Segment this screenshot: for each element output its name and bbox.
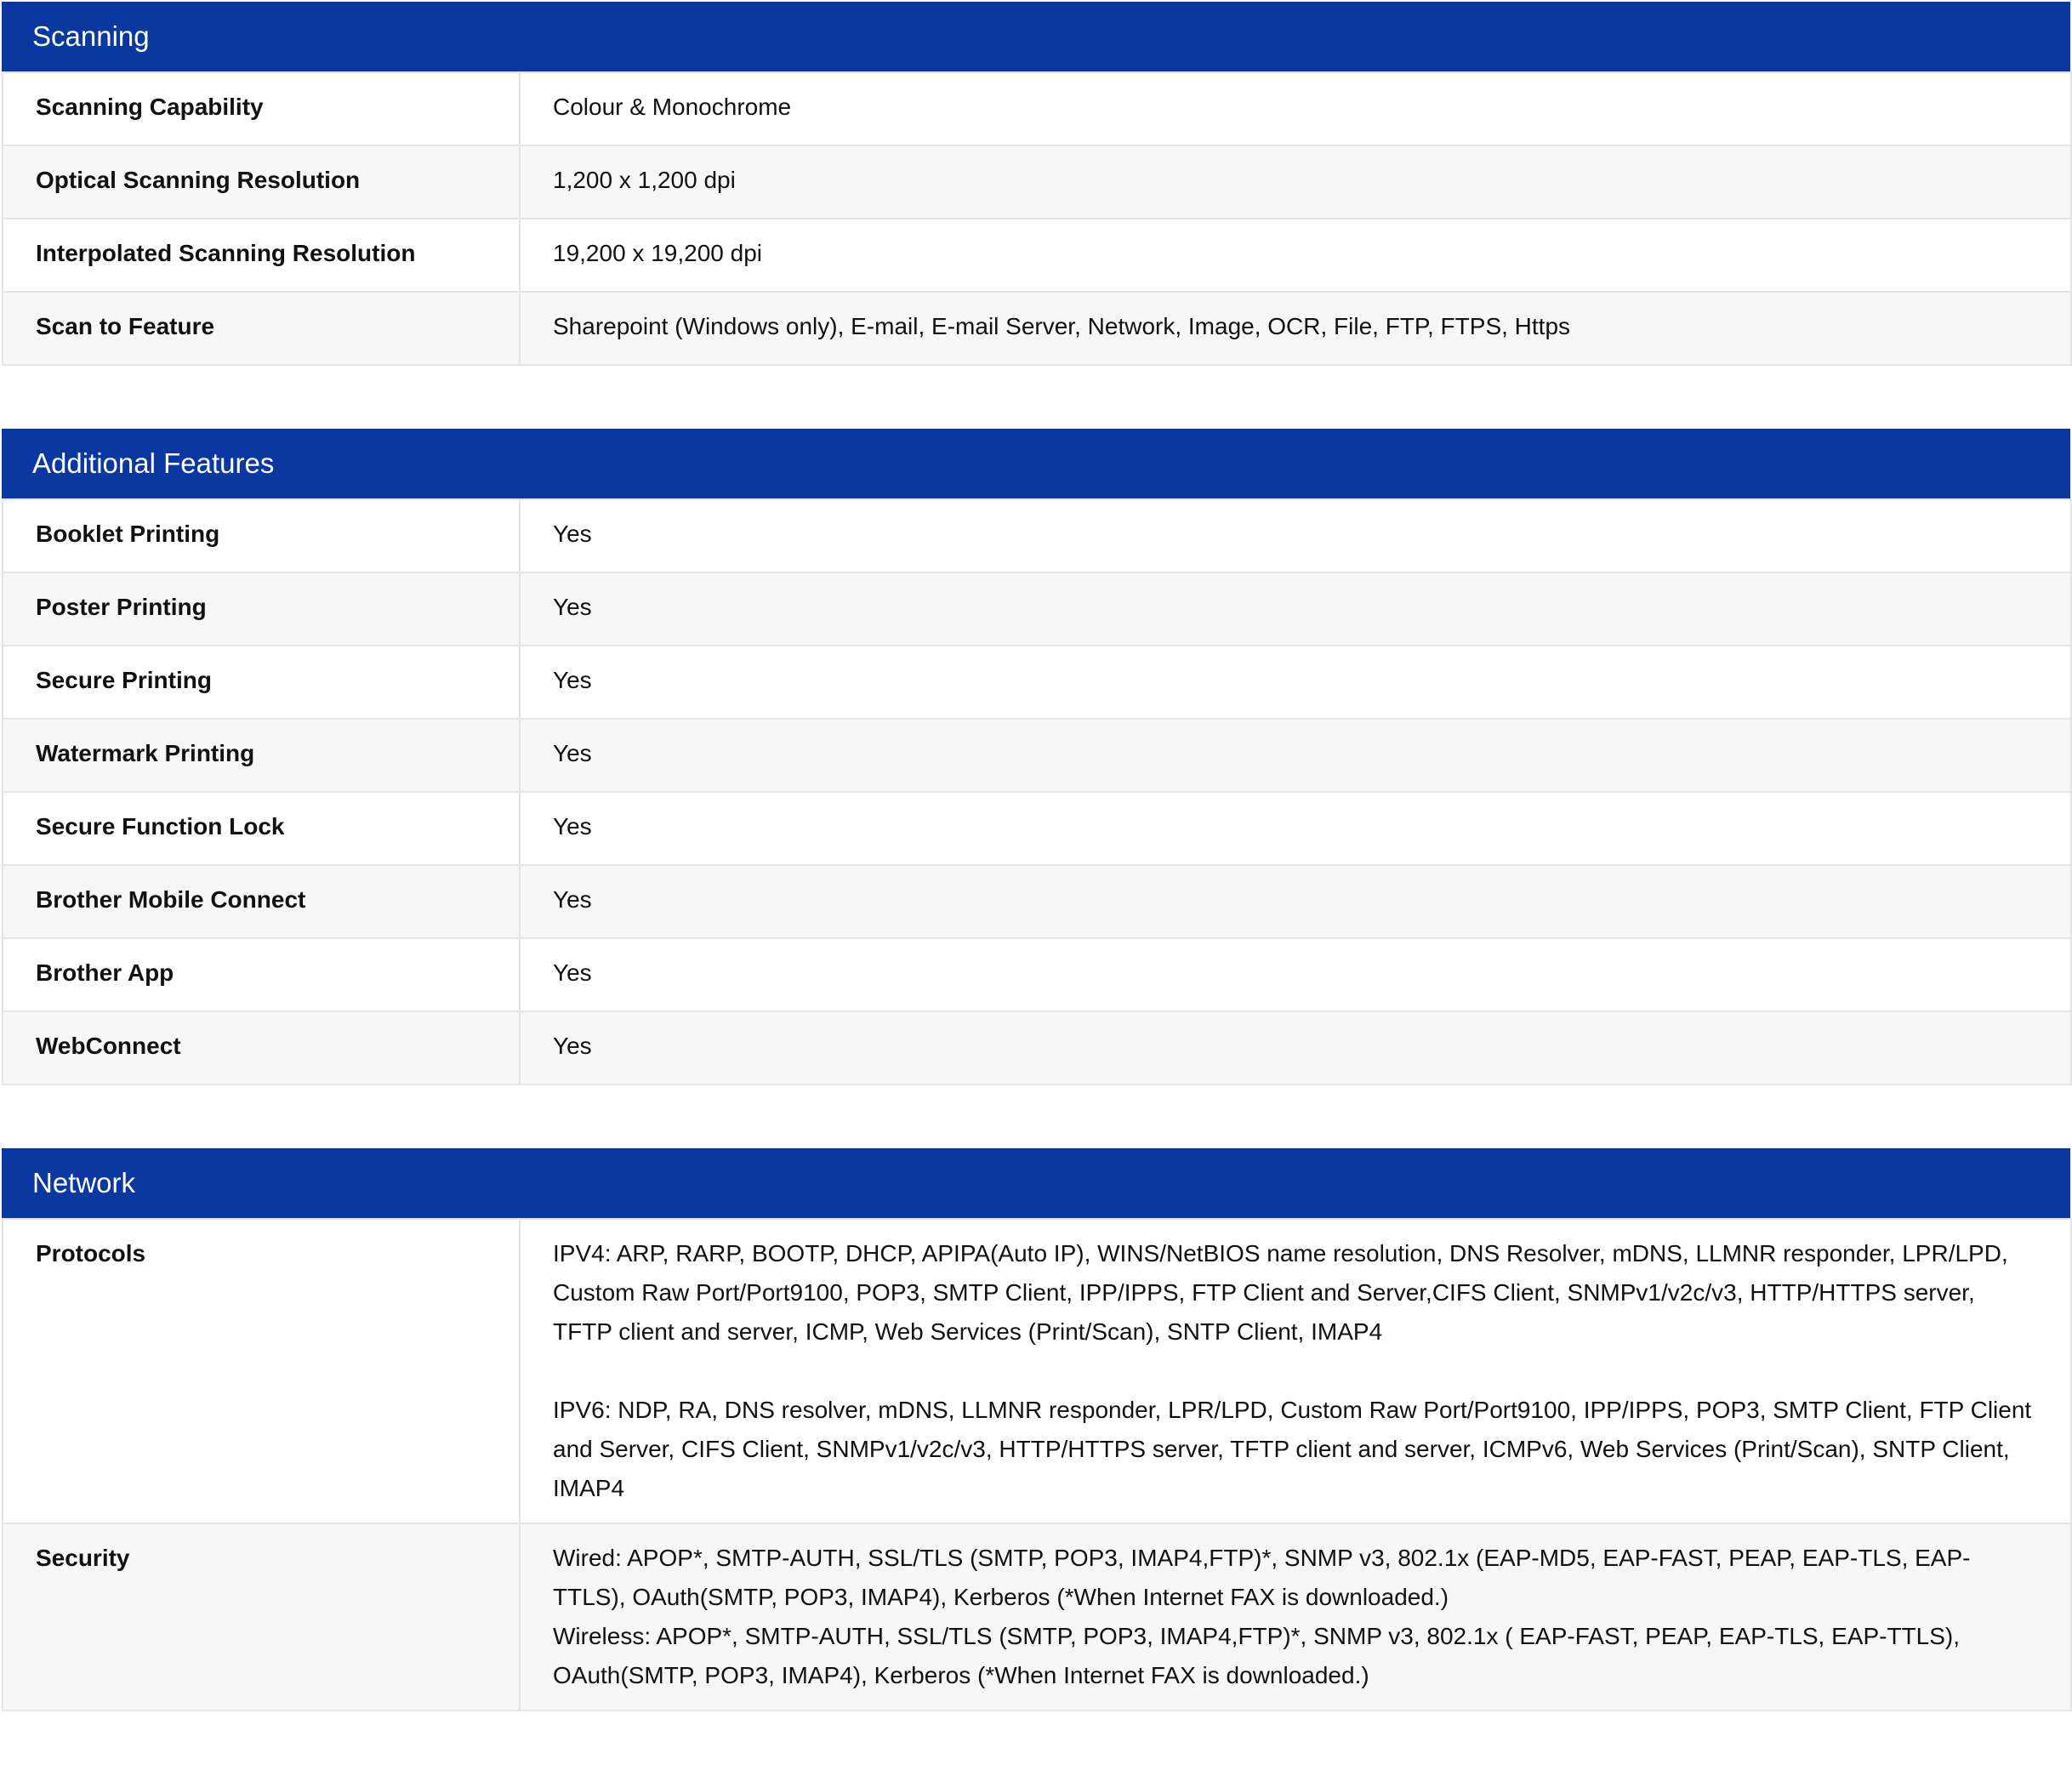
wired-security: Wired: APOP*, SMTP-AUTH, SSL/TLS (SMTP, POP3, IMAP4,FTP)*, SNMP v3, 802.1x (EAP-MD5, EAP-FAST, PEAP, EAP-TLS, EAP-TTLS), OAuth(SMTP, POP3, IMAP4), Kerberos (*When Internet FAX is downloaded.) bbox=[553, 1545, 1971, 1610]
scanning-spec-table bbox=[2, 71, 2072, 366]
row-label: WebConnect bbox=[3, 1011, 520, 1084]
row-value: Yes bbox=[520, 719, 2071, 792]
row-label: Security bbox=[3, 1523, 520, 1711]
row-value: 19,200 x 19,200 dpi bbox=[520, 219, 2071, 292]
table-row bbox=[3, 646, 2071, 719]
row-label: Secure Printing bbox=[3, 646, 520, 719]
section-title: Scanning bbox=[32, 20, 150, 52]
row-value: Colour & Monochrome bbox=[520, 72, 2071, 145]
table-row bbox=[3, 938, 2071, 1011]
row-label: Scan to Feature bbox=[3, 292, 520, 365]
row-value: Yes bbox=[520, 572, 2071, 646]
row-label: Interpolated Scanning Resolution bbox=[3, 219, 520, 292]
row-label: Protocols bbox=[3, 1219, 520, 1523]
row-value: Yes bbox=[520, 646, 2071, 719]
row-label: Poster Printing bbox=[3, 572, 520, 646]
row-value: Yes bbox=[520, 1011, 2071, 1084]
section-title: Network bbox=[32, 1167, 136, 1198]
table-row bbox=[3, 72, 2071, 145]
table-row bbox=[3, 719, 2071, 792]
table-row bbox=[3, 292, 2071, 365]
security-value bbox=[520, 1523, 2071, 1711]
additional-features-spec-table bbox=[2, 498, 2072, 1085]
row-value: 1,200 x 1,200 dpi bbox=[520, 145, 2071, 219]
table-row bbox=[3, 1011, 2071, 1084]
row-value: Yes bbox=[520, 792, 2071, 865]
row-label: Optical Scanning Resolution bbox=[3, 145, 520, 219]
section-header-scanning bbox=[2, 2, 2070, 71]
row-label: Brother App bbox=[3, 938, 520, 1011]
row-label: Brother Mobile Connect bbox=[3, 865, 520, 938]
scanning-section bbox=[2, 2, 2070, 366]
table-row-protocols bbox=[3, 1219, 2071, 1523]
table-row bbox=[3, 865, 2071, 938]
wireless-security: Wireless: APOP*, SMTP-AUTH, SSL/TLS (SMTP, POP3, IMAP4,FTP)*, SNMP v3, 802.1x ( EAP-FAST, PEAP, EAP-TLS, EAP-TTLS), OAuth(SMTP, POP3, IMAP4), Kerberos (*When Internet FAX is downloaded.) bbox=[553, 1623, 1961, 1688]
table-row-security bbox=[3, 1523, 2071, 1711]
network-spec-table bbox=[2, 1218, 2072, 1711]
table-row bbox=[3, 219, 2071, 292]
row-label: Booklet Printing bbox=[3, 499, 520, 572]
additional-features-section bbox=[2, 429, 2070, 1085]
row-value: Yes bbox=[520, 865, 2071, 938]
row-value: Sharepoint (Windows only), E-mail, E-mail Server, Network, Image, OCR, File, FTP, FTPS, Https bbox=[520, 292, 2071, 365]
table-row bbox=[3, 145, 2071, 219]
row-value: Yes bbox=[520, 499, 2071, 572]
protocols-value bbox=[520, 1219, 2071, 1523]
ipv6-protocols: IPV6: NDP, RA, DNS resolver, mDNS, LLMNR responder, LPR/LPD, Custom Raw Port/Port9100, IPP/IPPS, POP3, SMTP Client, FTP Client and Server, CIFS Client, SNMPv1/v2c/v3, HTTP/HTTPS server, TFTP client and server, ICMPv6, Web Services (Print/Scan), SNTP Client, IMAP4 bbox=[553, 1397, 2032, 1501]
table-row bbox=[3, 792, 2071, 865]
row-label: Scanning Capability bbox=[3, 72, 520, 145]
section-header-network bbox=[2, 1148, 2070, 1218]
section-title: Additional Features bbox=[32, 447, 275, 479]
ipv4-protocols: IPV4: ARP, RARP, BOOTP, DHCP, APIPA(Auto IP), WINS/NetBIOS name resolution, DNS Resolver, mDNS, LLMNR responder, LPR/LPD, Custom Raw Port/Port9100, POP3, SMTP Client, IPP/IPPS, FTP Client and Server,CIFS Client, SNMPv1/v2c/v3, HTTP/HTTPS server, TFTP client and server, ICMP, Web Services (Print/Scan), SNTP Client, IMAP4 bbox=[553, 1240, 2008, 1345]
row-label: Watermark Printing bbox=[3, 719, 520, 792]
section-header-additional-features bbox=[2, 429, 2070, 498]
row-label: Secure Function Lock bbox=[3, 792, 520, 865]
table-row bbox=[3, 499, 2071, 572]
network-section bbox=[2, 1148, 2070, 1711]
row-value: Yes bbox=[520, 938, 2071, 1011]
table-row bbox=[3, 572, 2071, 646]
